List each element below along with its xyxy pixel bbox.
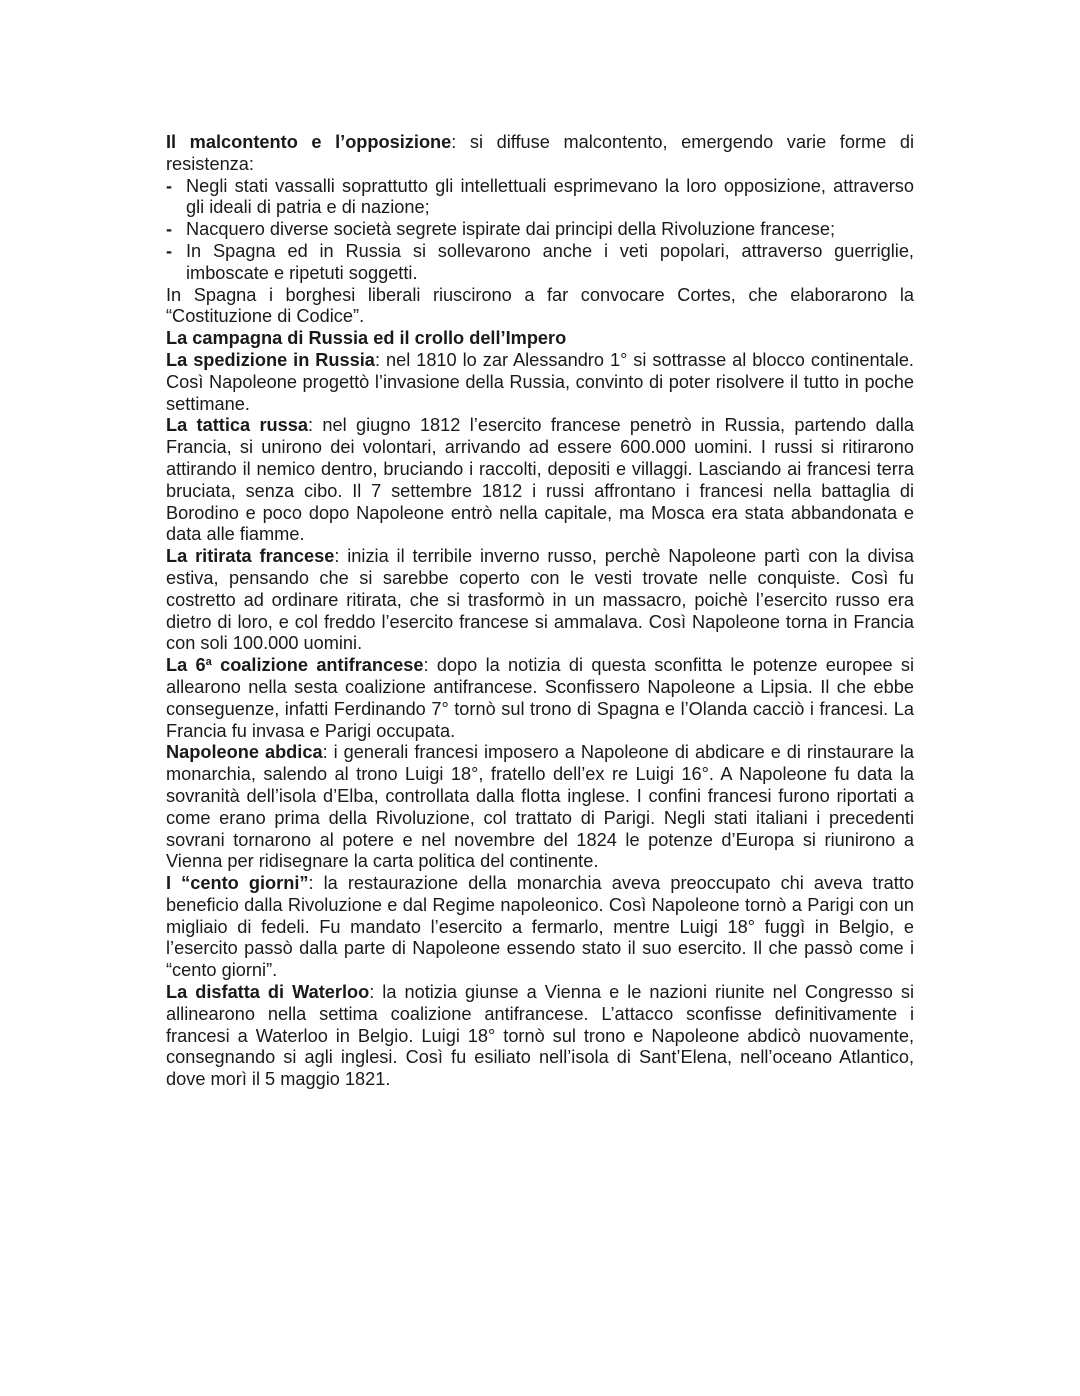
intro-lead: Il malcontento e l’opposizione (166, 132, 452, 152)
section-lead-end: coalizione antifrancese (211, 655, 424, 676)
section-lead: La spedizione in Russia (166, 349, 375, 370)
section-lead: Napoleone abdica (166, 742, 323, 763)
list-item (166, 219, 914, 241)
spain-paragraph: In Spagna i borghesi liberali riuscirono a far convocare Cortes, che elaborarono la “Costituzione di Codice”. (166, 284, 914, 327)
list-item-text: Nacquero diverse società segrete ispirate dai principi della Rivoluzione francese; (186, 219, 836, 240)
bullet-marker: - (166, 219, 173, 240)
list-item-text: Negli stati vassalli soprattutto gli intellettuali esprimevano la loro opposizione, attraverso gli ideali di patria e di nazione; (186, 175, 914, 218)
intro-paragraph (166, 132, 914, 176)
section-sixth-coalition (166, 655, 914, 742)
section-lead-superscript: a (205, 656, 212, 669)
list-item-text: In Spagna ed in Russia si sollevarono anche i veti popolari, attraverso guerriglie, imboscate e ripetuti soggetti. (186, 240, 914, 283)
section-hundred-days (166, 873, 914, 982)
section-text: : inizia il terribile inverno russo, perchè Napoleone partì con la divisa estiva, pensando che si sarebbe coperto con le vesti trovate nelle conquiste. Così fu costretto ad ordinare ritirata, che si trasformò in un massacro, poichè l’esercito russo era dietro di loro, e col freddo l’esercito francese si ammalava. Così Napoleone torna in Francia con soli 100.000 uomini. (166, 546, 914, 654)
section-text: : nel 1810 lo zar Alessandro 1° si sottrasse al blocco continentale. Così Napoleone progettò l’invasione della Russia, convinto di poter risolvere il tutto in poche settimane. (166, 349, 914, 414)
section-lead: I “cento giorni” (166, 873, 309, 894)
bullet-marker: - (166, 240, 173, 261)
section-french-retreat (166, 546, 914, 655)
section-text: : dopo la notizia di questa sconfitta le potenze europee si allearono nella sesta coalizione antifrancese. Sconfissero Napoleone a Lipsia. Il che ebbe conseguenze, infatti Ferdinando 7° tornò sul trono di Spagna e l’Olanda cacciò i francesi. La Francia fu invasa e Parigi occupata. (166, 655, 914, 741)
section-text: : i generali francesi imposero a Napoleone di abdicare e di rinstaurare la monarchia, salendo al trono Luigi 18°, fratello dell’ex re Luigi 16°. A Napoleone fu data la sovranità dell’isola d’Elba, controllata dalla flotta inglese. I confini francesi furono riportati a come erano prima della Rivoluzione, col trattato di Parigi. Negli stati italiani i precedenti sovrani tornarono al potere e nel novembre del 1824 le potenze d’Europa si riunirono a Vienna per ridisegnare la carta politica del continente. (166, 742, 914, 872)
section-lead (166, 655, 423, 675)
section-lead-start: La 6 (166, 655, 206, 676)
section-lead: La ritirata francese (166, 546, 335, 567)
list-item (166, 241, 914, 285)
section-russian-tactic (166, 415, 914, 546)
section-lead: La disfatta di Waterloo (166, 982, 370, 1003)
section-napoleon-abdicates (166, 742, 914, 873)
section-russia-expedition (166, 350, 914, 415)
section-text: : la restaurazione della monarchia aveva preoccupato chi aveva tratto beneficio dalla Rivoluzione e dal Regime napoleonico. Così Napoleone tornò a Parigi con un migliaio di fedeli. Fu mandato l’esercito a fermarlo, mentre Luigi 18° fuggì in Belgio, e l’esercito passò dalla parte di Napoleone essendo stato il suo esercito. Il che passò come i “cento giorni”. (166, 873, 914, 981)
intro-text: : si diffuse malcontento, emergendo varie forme di resistenza: (166, 132, 914, 174)
section-text: : nel giugno 1812 l’esercito francese penetrò in Russia, partendo dalla Francia, si unirono dei volontari, arrivando ad essere 600.000 uomini. I russi si ritirarono attirando il nemico dentro, bruciando i raccolti, depositi e villaggi. Lasciando ai francesi terra bruciata, senza cibo. Il 7 settembre 1812 i russi affrontano i francesi nella battaglia di Borodino e poco dopo Napoleone entrò nella capitale, ma Mosca era stata abbandonata e data alle fiamme. (166, 415, 914, 545)
section-lead: La tattica russa (166, 415, 308, 436)
bullet-marker: - (166, 175, 173, 196)
section-text: : la notizia giunse a Vienna e le nazioni riunite nel Congresso si allinearono nella settima coalizione antifrancese. L’attacco sconfisse definitivamente i francesi a Waterloo in Belgio. Luigi 18° tornò sul trono e Napoleone abdicò nuovamente, consegnando si agli inglesi. Così fu esiliato nell’isola di Sant’Elena, nell’oceano Atlantico, dove morì il 5 maggio 1821. (166, 982, 914, 1090)
opposition-list (166, 176, 914, 285)
section-heading: La campagna di Russia ed il crollo dell’Impero (166, 328, 567, 349)
section-waterloo (166, 982, 914, 1091)
list-item (166, 176, 914, 220)
document-page (166, 132, 914, 1091)
